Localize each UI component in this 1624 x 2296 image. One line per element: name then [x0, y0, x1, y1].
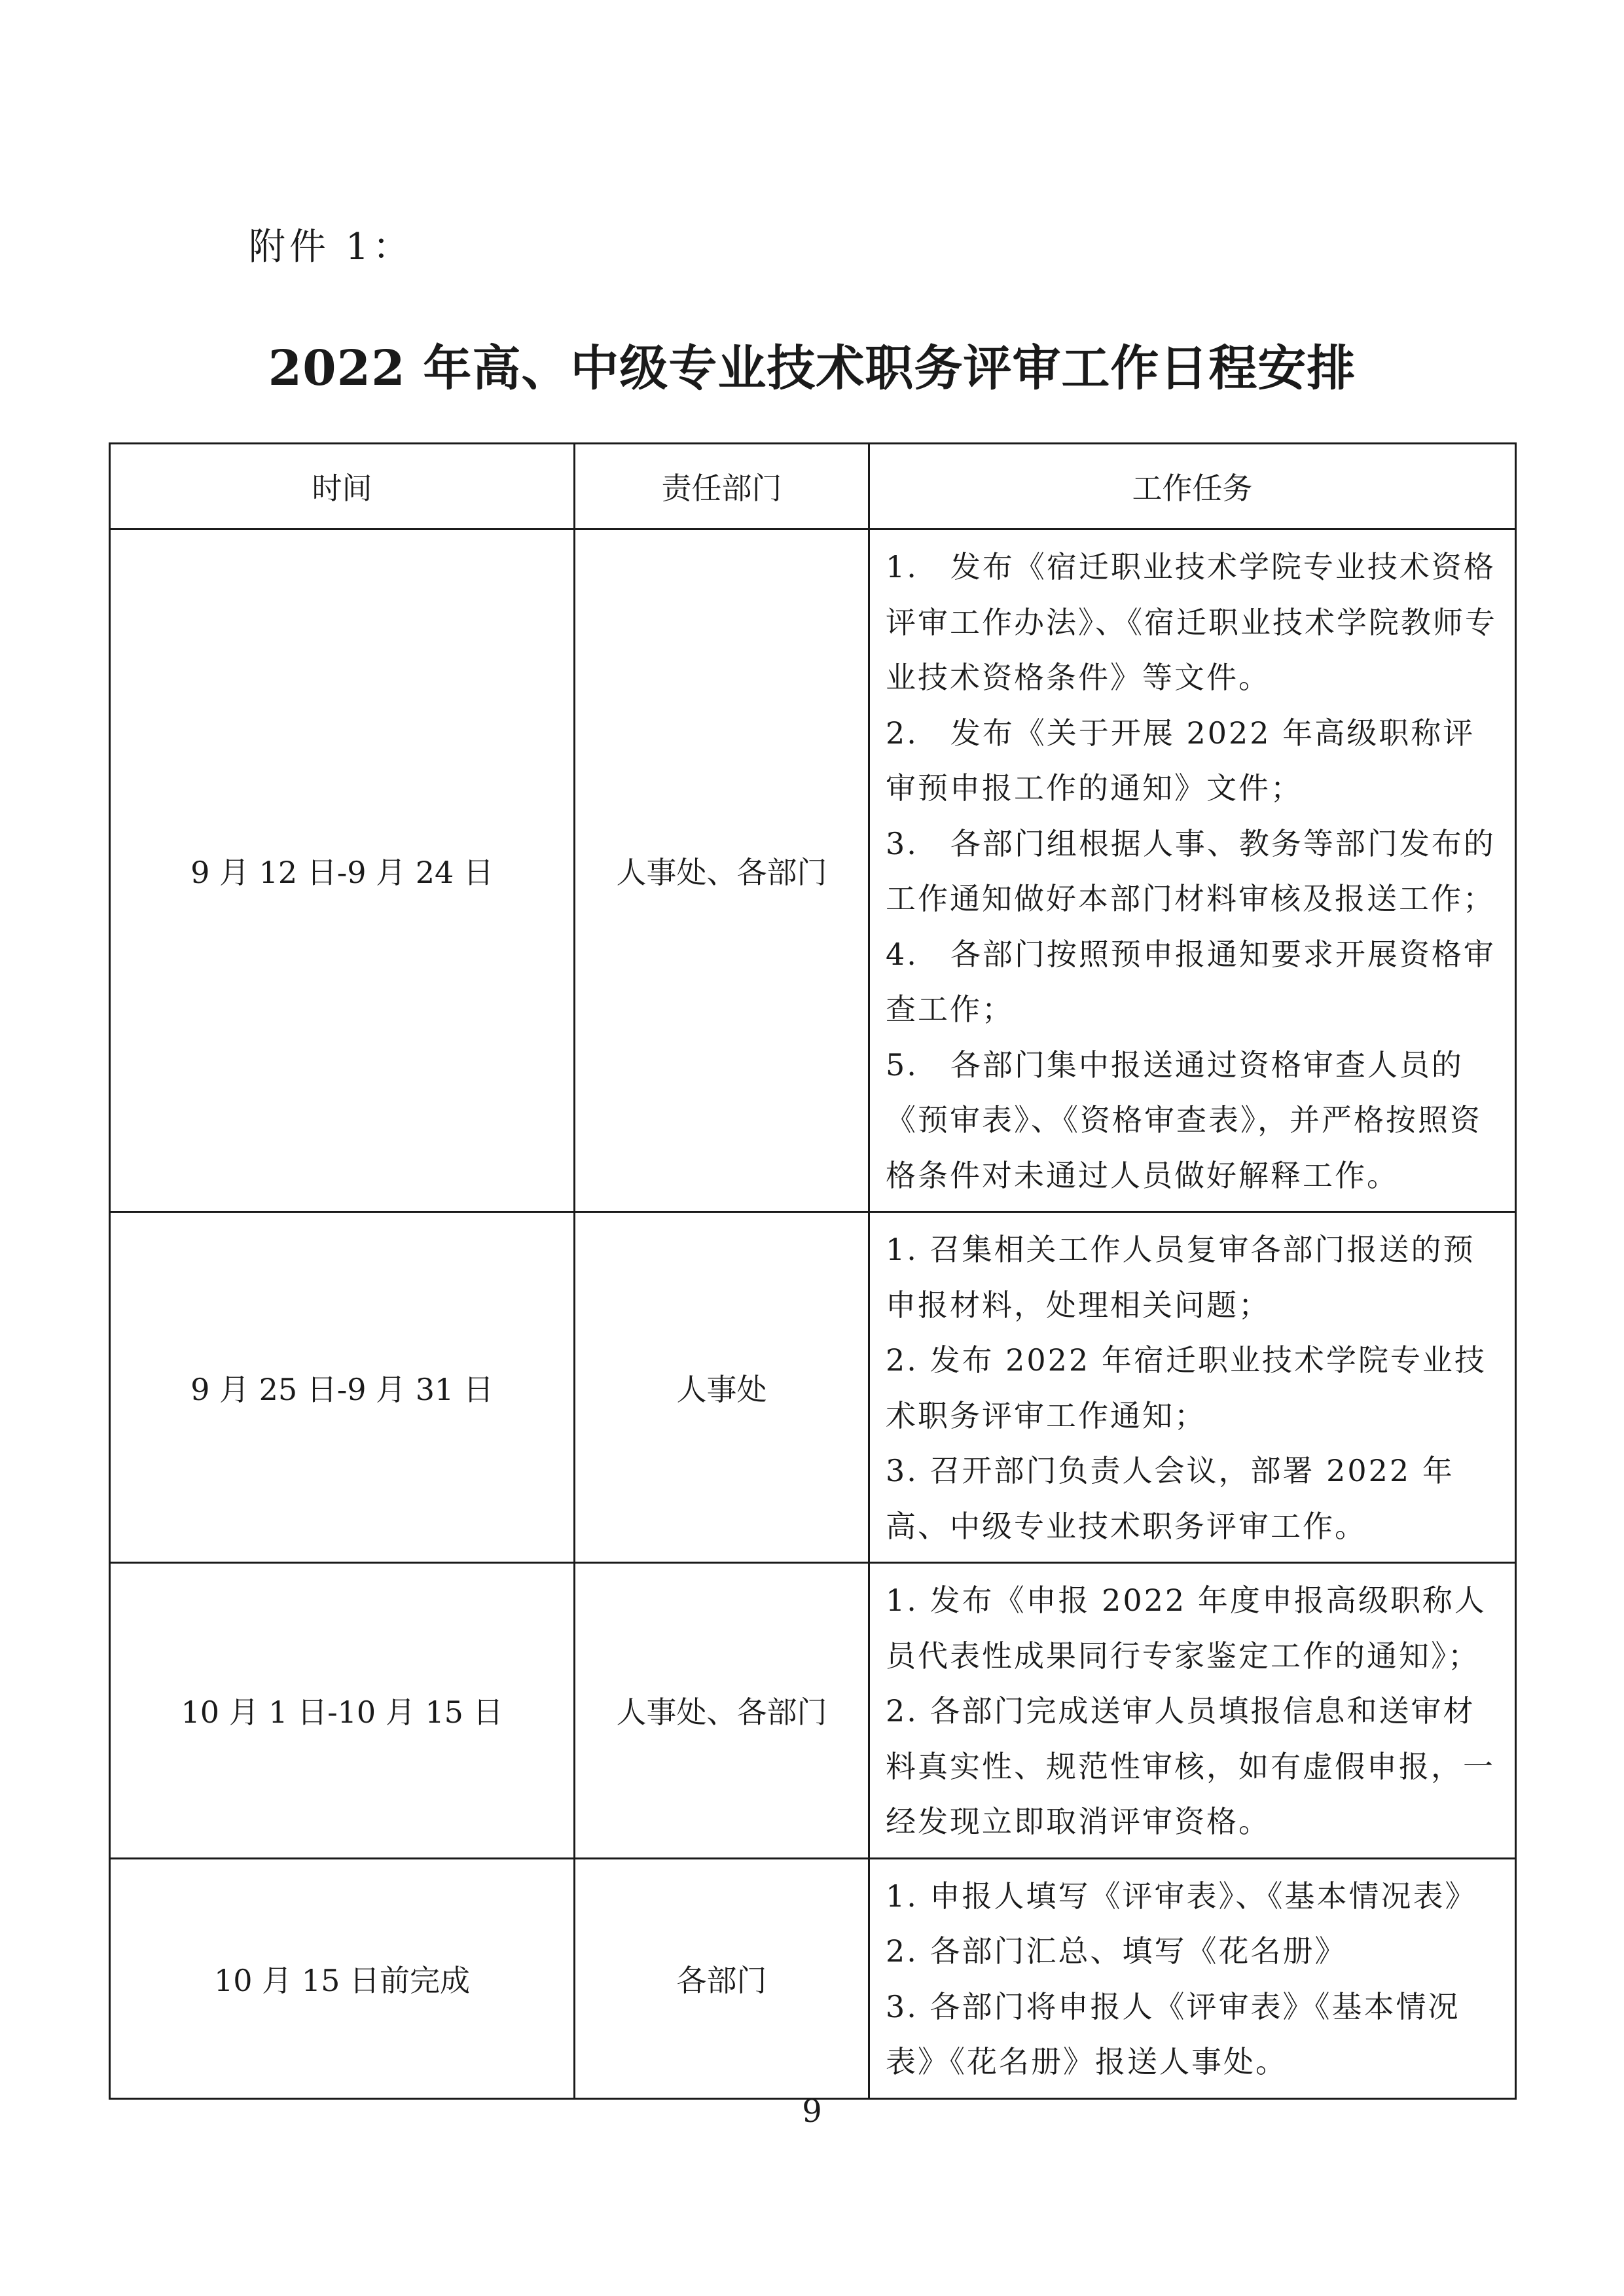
- page-number: 9: [802, 2093, 822, 2130]
- time-cell: 9 月 25 日-9 月 31 日: [110, 1212, 575, 1563]
- time-cell: 10 月 1 日-10 月 15 日: [110, 1563, 575, 1859]
- task-item: 1. 发布《宿迁职业技术学院专业技术资格评审工作办法》、《宿迁职业技术学院教师专业技术资格条件》等文件。: [886, 549, 1497, 695]
- table-row: [110, 1563, 1516, 1859]
- department-cell: 各部门: [575, 1858, 869, 2098]
- time-cell: 10 月 15 日前完成: [110, 1858, 575, 2098]
- task-item: 5. 各部门集中报送通过资格审查人员的《预审表》、《资格审查表》，并严格按照资格条件对未通过人员做好解释工作。: [886, 1047, 1482, 1193]
- tasks-cell: [869, 1212, 1516, 1563]
- tasks-cell: [869, 1858, 1516, 2098]
- task-item: 2. 发布 2022 年宿迁职业技术学院专业技术职务评审工作通知；: [886, 1342, 1487, 1433]
- task-item: 3. 召开部门负责人会议，部署 2022 年高、中级专业技术职务评审工作。: [886, 1453, 1454, 1544]
- task-item: 1. 召集相关工作人员复审各部门报送的预申报材料，处理相关问题；: [886, 1232, 1475, 1323]
- task-item: 3. 各部门将申报人《评审表》《基本情况表》《花名册》报送人事处。: [886, 1988, 1460, 2079]
- header-department: 责任部门: [575, 444, 869, 529]
- header-time: 时间: [110, 444, 575, 529]
- task-item: 2. 发布《关于开展 2022 年高级职称评审预申报工作的通知》文件；: [886, 715, 1475, 806]
- department-cell: 人事处、各部门: [575, 529, 869, 1212]
- task-item: 2. 各部门汇总、填写《花名册》: [886, 1933, 1347, 1969]
- task-item: 3. 各部门组根据人事、教务等部门发布的工作通知做好本部门材料审核及报送工作；: [886, 825, 1496, 916]
- tasks-cell: [869, 1563, 1516, 1859]
- task-item: 2. 各部门完成送审人员填报信息和送审材料真实性、规范性审核，如有虚假申报，一经发现立即取消评审资格。: [886, 1693, 1495, 1839]
- header-tasks: 工作任务: [869, 444, 1516, 529]
- department-cell: 人事处、各部门: [575, 1563, 869, 1859]
- table-row: [110, 1212, 1516, 1563]
- schedule-table: [109, 442, 1517, 2100]
- task-item: 4. 各部门按照预申报通知要求开展资格审查工作；: [886, 936, 1496, 1027]
- document-title: 2022 年高、中级专业技术职务评审工作日程安排: [268, 340, 1356, 397]
- department-cell: 人事处: [575, 1212, 869, 1563]
- tasks-cell: [869, 529, 1516, 1212]
- table-header-row: [110, 444, 1516, 529]
- task-item: 1. 发布《申报 2022 年度申报高级职称人员代表性成果同行专家鉴定工作的通知》；: [886, 1583, 1487, 1674]
- time-cell: 9 月 12 日-9 月 24 日: [110, 529, 575, 1212]
- table-row: [110, 1858, 1516, 2098]
- attachment-label: 附件 1：: [249, 226, 414, 268]
- task-item: 1. 申报人填写《评审表》、《基本情况表》: [886, 1878, 1477, 1914]
- table-row: [110, 529, 1516, 1212]
